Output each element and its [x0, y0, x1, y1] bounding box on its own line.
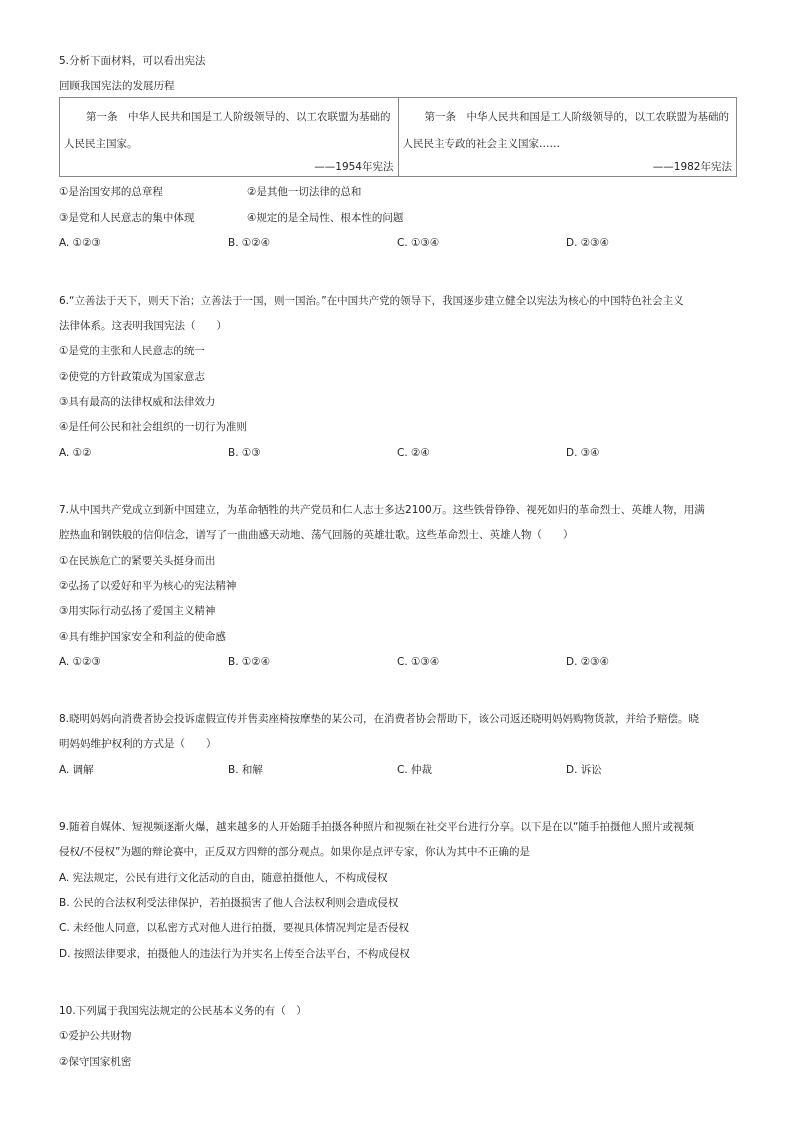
q7-item-1: ①在民族危亡的紧要关头挺身而出: [59, 555, 216, 567]
q8-stem-line-2: 明妈妈维护权利的方式是（ ）: [59, 738, 217, 750]
material-1954-cell: [60, 98, 399, 177]
q6-item-2: ②使党的方针政策成为国家意志: [59, 371, 205, 383]
q7-item-3: ③用实际行动弘扬了爱国主义精神: [59, 605, 216, 617]
q7-item-4: ④具有维护国家安全和利益的使命感: [59, 631, 226, 643]
q10-item-1: ①爱护公共财物: [59, 1030, 132, 1042]
q5-item-1: ①是治国安邦的总章程: [59, 186, 163, 198]
q5-option-d[interactable]: D. ②③④: [566, 237, 609, 249]
q7-stem-line-2: 腔热血和钢铁般的信仰信念，谱写了一曲曲感天动地、荡气回肠的英雄壮歌。这些革命烈士、英雄人物（ ）: [59, 529, 574, 541]
q5-stem: 5.分析下面材料，可以看出宪法: [59, 55, 206, 67]
q5-option-c[interactable]: C. ①③④: [397, 237, 440, 249]
material-1954-text: 第一条 中华人民共和国是工人阶级领导的、以工农联盟为基础的人民民主国家。: [64, 111, 391, 150]
q7-option-c[interactable]: C. ①③④: [397, 656, 440, 668]
material-1982-text: 第一条 中华人民共和国是工人阶级领导的，以工农联盟为基础的人民民主专政的社会主义国家……: [402, 111, 729, 150]
q5-material-table: [59, 97, 737, 177]
q5-option-b[interactable]: B. ①②④: [228, 237, 271, 249]
q7-option-a[interactable]: A. ①②③: [59, 656, 101, 668]
q5-item-2: ②是其他一切法律的总和: [247, 186, 362, 198]
q7-option-b[interactable]: B. ①②④: [228, 656, 271, 668]
q8-stem-line-1: 8.晓明妈妈向消费者协会投诉虚假宣传并售卖座椅按摩垫的某公司，在消费者协会帮助下，该公司返还晓明妈妈购物货款，并给予赔偿。晓: [59, 713, 700, 725]
q7-option-d[interactable]: D. ②③④: [566, 656, 609, 668]
q9-option-a[interactable]: A. 宪法规定，公民有进行文化活动的自由，随意拍摄他人，不构成侵权: [59, 872, 388, 884]
q7-stem-line-1: 7.从中国共产党成立到新中国建立，为革命牺牲的共产党员和仁人志士多达2100万。这些铁骨铮铮、视死如归的革命烈士、英雄人物，用满: [59, 504, 705, 516]
q6-option-a[interactable]: A. ①②: [59, 447, 92, 459]
q6-stem-line-1: 6.“立善法于天下，则天下治；立善法于一国，则一国治。”在中国共产党的领导下，我国逐步建立健全以宪法为核心的中国特色社会主义: [59, 295, 684, 307]
q6-item-1: ①是党的主张和人民意志的统一: [59, 345, 205, 357]
q8-option-b[interactable]: B. 和解: [228, 764, 263, 776]
q8-option-d[interactable]: D. 诉讼: [566, 764, 602, 776]
material-1954-source: ——1954年宪法: [314, 161, 394, 173]
material-1982-source: ——1982年宪法: [652, 161, 732, 173]
q6-stem-line-2: 法律体系。这表明我国宪法（ ）: [59, 320, 227, 332]
q9-stem-line-2: 侵权/不侵权”为题的辩论赛中，正反双方四辩的部分观点。如果你是点评专家，你认为其中不正确的是: [59, 846, 530, 858]
q6-item-4: ④是任何公民和社会组织的一切行为准则: [59, 421, 247, 433]
q10-item-2: ②保守国家机密: [59, 1056, 132, 1068]
q9-option-c[interactable]: C. 未经他人同意，以私密方式对他人进行拍摄，要视具体情况判定是否侵权: [59, 922, 410, 934]
q5-item-4: ④规定的是全局性、根本性的问题: [247, 212, 404, 224]
q6-item-3: ③具有最高的法律权威和法律效力: [59, 396, 216, 408]
q6-option-b[interactable]: B. ①③: [228, 447, 261, 459]
material-1982-cell: [398, 98, 737, 177]
q8-option-c[interactable]: C. 仲裁: [397, 764, 433, 776]
q9-stem-line-1: 9.随着自媒体、短视频逐渐火爆，越来越多的人开始随手拍摄各种照片和视频在社交平台进行分享。以下是在以“随手拍摄他人照片或视频: [59, 821, 694, 833]
q6-option-d[interactable]: D. ③④: [566, 447, 600, 459]
q5-option-a[interactable]: A. ①②③: [59, 237, 101, 249]
q10-stem: 10.下列属于我国宪法规定的公民基本义务的有（ ）: [59, 1005, 307, 1017]
q5-intro: 回顾我国宪法的发展历程: [59, 80, 175, 92]
q9-option-d[interactable]: D. 按照法律要求，拍摄他人的违法行为并实名上传至合法平台，不构成侵权: [59, 948, 410, 960]
q6-option-c[interactable]: C. ②④: [397, 447, 430, 459]
q5-item-3: ③是党和人民意志的集中体现: [59, 212, 195, 224]
q9-option-b[interactable]: B. 公民的合法权利受法律保护，若拍摄损害了他人合法权利则会造成侵权: [59, 897, 399, 909]
q7-item-2: ②弘扬了以爱好和平为核心的宪法精神: [59, 580, 237, 592]
q8-option-a[interactable]: A. 调解: [59, 764, 94, 776]
